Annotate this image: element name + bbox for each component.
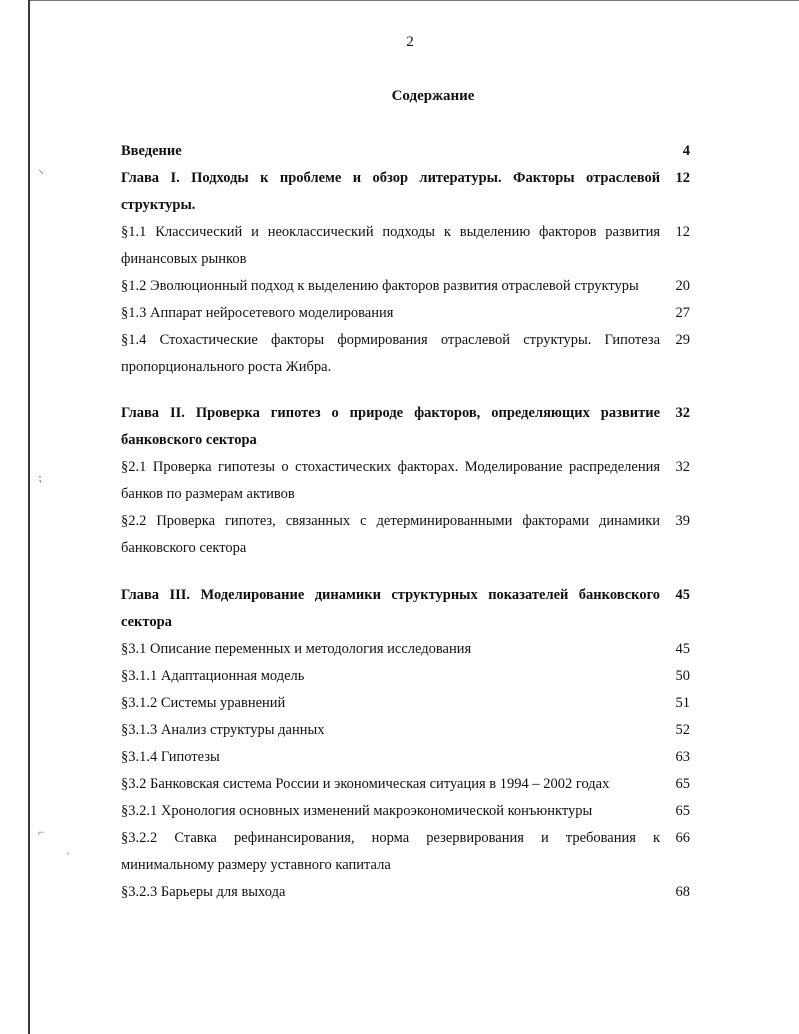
toc-entry-chapter-3[interactable] [121, 582, 696, 636]
page-border-top [28, 0, 799, 1]
toc-entry-3-1-3[interactable] [121, 717, 696, 744]
toc-entry-text: Глава I. Подходы к проблеме и обзор литературы. Факторы отраслевой структуры. [121, 170, 661, 213]
toc-entry-intro[interactable] [121, 138, 696, 165]
toc-entry-page: 65 [675, 776, 690, 792]
scan-mark-icon: ʿ [66, 850, 70, 864]
toc-entry-1-1[interactable] [121, 219, 696, 273]
toc-entry-text: §1.2 Эволюционный подход к выделению факторов развития отраслевой структуры [121, 278, 639, 294]
toc-entry-page: 52 [675, 722, 690, 738]
toc-entry-text: Введение [121, 143, 182, 159]
toc-entry-text: §3.1 Описание переменных и методология исследования [121, 641, 472, 657]
toc-entry-page: 27 [675, 305, 690, 321]
toc-entry-text: §3.1.2 Системы уравнений [121, 695, 286, 711]
page-title: Содержание [391, 88, 475, 104]
page-border-left [28, 0, 30, 1034]
toc-entry-page: 51 [675, 695, 690, 711]
toc-entry-3-1-2[interactable] [121, 690, 696, 717]
toc-entry-page: 12 [675, 170, 690, 186]
toc-entry-text: §3.1.3 Анализ структуры данных [121, 722, 325, 738]
toc-entry-3-2[interactable] [121, 771, 696, 798]
toc-entry-chapter-1[interactable] [121, 165, 696, 219]
table-of-contents [121, 138, 696, 906]
scan-mark-icon: ⸜ [38, 162, 45, 176]
toc-entry-3-1-1[interactable] [121, 663, 696, 690]
toc-entry-3-1-4[interactable] [121, 744, 696, 771]
toc-entry-page: 66 [675, 830, 690, 846]
toc-entry-1-3[interactable] [121, 300, 696, 327]
toc-entry-text: Глава II. Проверка гипотез о природе факторов, определяющих развитие банковского сектора [121, 405, 661, 448]
toc-entry-text: §3.1.4 Гипотезы [121, 749, 220, 765]
toc-entry-1-2[interactable] [121, 273, 696, 300]
toc-entry-page: 20 [675, 278, 690, 294]
toc-entry-page: 68 [675, 884, 690, 900]
scan-mark-icon: ⌐ [38, 825, 45, 839]
toc-entry-text: §1.3 Аппарат нейросетевого моделирования [121, 305, 394, 321]
toc-entry-2-2[interactable] [121, 508, 696, 562]
toc-entry-text: §1.4 Стохастические факторы формирования отраслевой структуры. Гипотеза пропорционального роста Жибра. [121, 332, 661, 375]
toc-entry-page: 32 [675, 459, 690, 475]
toc-entry-page: 32 [675, 405, 690, 421]
scan-mark-icon: ⁏ [38, 470, 43, 484]
toc-entry-text: §3.2.2 Ставка рефинансирования, норма резервирования и требования к минимальному размеру уставного капитала [121, 830, 661, 873]
toc-entry-page: 65 [675, 803, 690, 819]
toc-entry-page: 63 [675, 749, 690, 765]
toc-entry-page: 39 [675, 513, 690, 529]
toc-entry-text: §3.2 Банковская система России и экономическая ситуация в 1994 – 2002 годах [121, 776, 610, 792]
toc-entry-page: 45 [675, 641, 690, 657]
toc-entry-page: 12 [675, 224, 690, 240]
toc-entry-page: 45 [675, 587, 690, 603]
toc-entry-text: §1.1 Классический и неоклассический подходы к выделению факторов развития финансовых рынков [121, 224, 661, 267]
page-number: 2 [406, 34, 414, 50]
toc-entry-text: §3.2.1 Хронология основных изменений макроэкономической конъюнктуры [121, 803, 593, 819]
toc-entry-page: 50 [675, 668, 690, 684]
toc-entry-3-2-1[interactable] [121, 798, 696, 825]
toc-entry-2-1[interactable] [121, 454, 696, 508]
toc-entry-3-2-2[interactable] [121, 825, 696, 879]
toc-entry-chapter-2[interactable] [121, 400, 696, 454]
toc-entry-1-4[interactable] [121, 327, 696, 381]
toc-entry-text: §2.2 Проверка гипотез, связанных с детерминированными факторами динамики банковского сектора [121, 513, 661, 556]
toc-entry-text: §3.1.1 Адаптационная модель [121, 668, 305, 684]
toc-entry-text: §3.2.3 Барьеры для выхода [121, 884, 286, 900]
toc-entry-3-2-3[interactable] [121, 879, 696, 906]
toc-entry-3-1[interactable] [121, 636, 696, 663]
toc-entry-text: Глава III. Моделирование динамики структурных показателей банковского сектора [121, 587, 661, 630]
toc-entry-text: §2.1 Проверка гипотезы о стохастических факторах. Моделирование распределения банков по размерам активов [121, 459, 661, 502]
toc-entry-page: 29 [675, 332, 690, 348]
toc-entry-page: 4 [682, 143, 690, 159]
